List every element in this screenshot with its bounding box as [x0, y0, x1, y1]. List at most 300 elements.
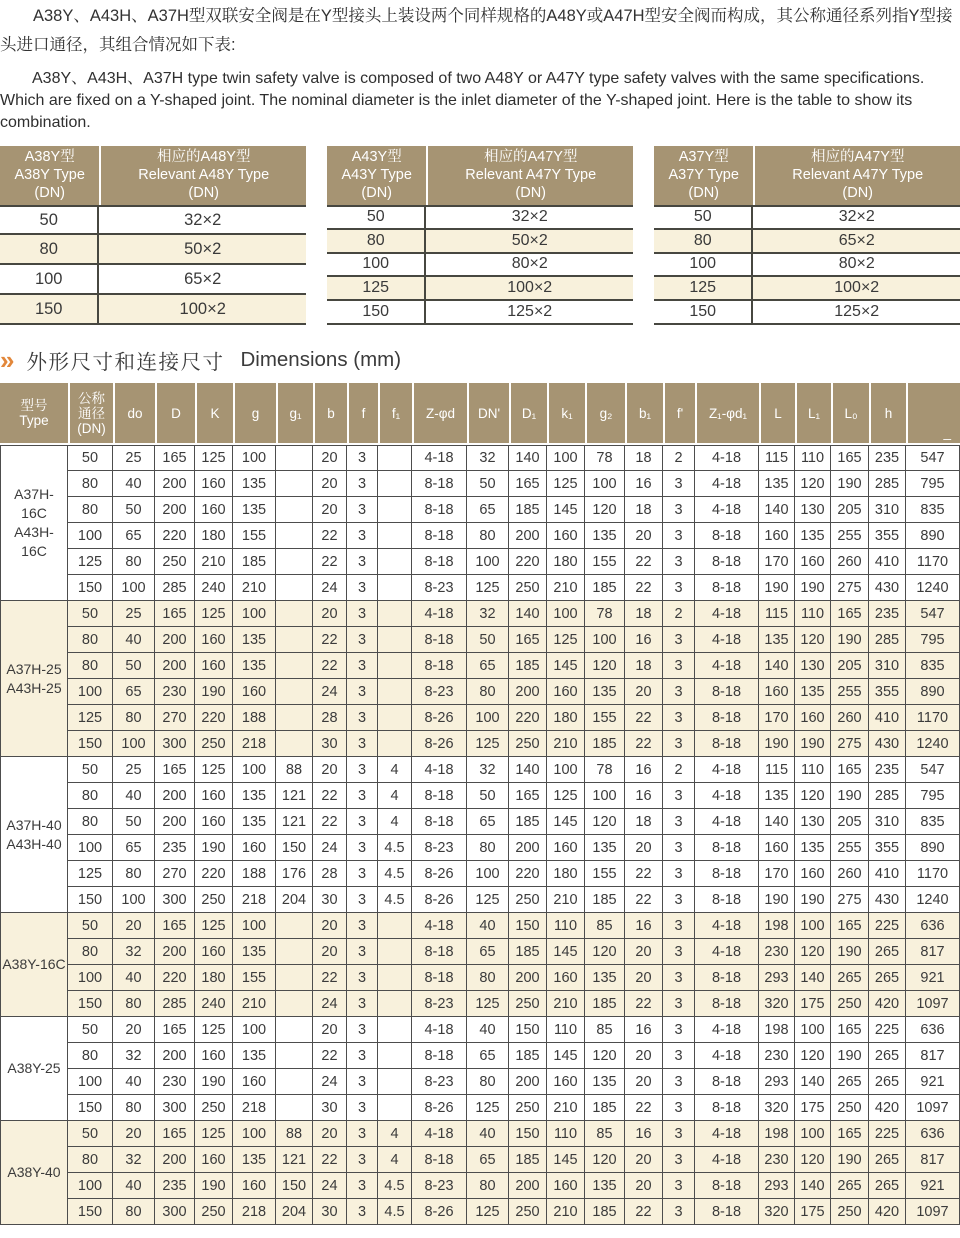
dims-cell: 3: [347, 523, 378, 549]
dims-cell: 240: [195, 575, 233, 601]
dims-cell: 100: [547, 757, 585, 783]
dims-cell: 30: [313, 887, 347, 913]
combo-relevant-cell: 65×2: [99, 265, 306, 295]
dims-cell: 150: [276, 1173, 313, 1199]
dims-cell: 190: [831, 783, 869, 809]
combo-dn-cell: 150: [327, 301, 426, 325]
dims-cell: 795: [906, 471, 960, 497]
combo-row: [0, 295, 306, 325]
dims-cell: 3: [347, 1095, 378, 1121]
dims-cell: 300: [155, 1199, 195, 1225]
dims-cell: 160: [195, 471, 233, 497]
dims-cell: 135: [233, 1147, 276, 1173]
dims-cell: 165: [831, 601, 869, 627]
dims-cell: 255: [831, 835, 869, 861]
dims-cell: 120: [585, 939, 625, 965]
dims-cell: 3: [347, 549, 378, 575]
dims-cell: 110: [795, 601, 831, 627]
dims-cell: 218: [233, 1095, 276, 1121]
combo-header-line: (DN): [188, 185, 220, 201]
dims-cell: [378, 913, 412, 939]
dims-cell: 3: [347, 1017, 378, 1043]
dims-cell: 185: [233, 549, 276, 575]
dims-cell: 8-18: [412, 783, 467, 809]
dims-cell: 22: [625, 549, 663, 575]
dims-cell: 4-18: [695, 601, 759, 627]
dims-cell: 3: [663, 1147, 695, 1173]
combo-row: [327, 230, 633, 254]
dims-cell: 160: [547, 523, 585, 549]
dims-cell: 8-26: [412, 1199, 467, 1225]
dims-cell: 140: [795, 965, 831, 991]
dims-cell: 28: [313, 861, 347, 887]
dims-cell: 50: [68, 757, 113, 783]
dims-cell: 170: [759, 705, 795, 731]
dims-header-line: 型号: [20, 398, 48, 413]
dims-cell: 4-18: [695, 1147, 759, 1173]
dims-cell: 16: [625, 757, 663, 783]
dims-cell: 30: [313, 731, 347, 757]
dims-cell: 230: [155, 1069, 195, 1095]
dims-cell: 80: [68, 939, 113, 965]
dims-cell: 8-18: [412, 497, 467, 523]
combo-header-relevant: [426, 146, 633, 205]
dims-cell: 150: [509, 913, 547, 939]
dims-cell: 636: [906, 1017, 960, 1043]
dims-header-line: do: [127, 405, 143, 421]
dims-cell: 20: [113, 1121, 155, 1147]
dims-cell: 145: [547, 653, 585, 679]
dims-cell: 204: [276, 887, 313, 913]
combo-header-relevant: [753, 146, 960, 205]
dims-cell: 3: [663, 835, 695, 861]
dims-cell: 22: [625, 731, 663, 757]
dims-header-cell: [378, 383, 412, 445]
dims-cell: [276, 731, 313, 757]
dims-header-line: Type: [19, 413, 49, 428]
dims-cell: [378, 445, 412, 471]
dims-cell: 200: [509, 679, 547, 705]
dims-cell: 190: [759, 731, 795, 757]
dims-cell: 8-23: [412, 1173, 467, 1199]
combo-row: [0, 205, 306, 235]
dims-cell: 218: [233, 887, 276, 913]
dims-cell: 3: [663, 939, 695, 965]
dims-row: [0, 991, 960, 1017]
dims-cell: 24: [313, 991, 347, 1017]
dims-cell: 3: [663, 471, 695, 497]
dims-header-line: 通径: [78, 405, 105, 421]
dims-header-cell: [347, 383, 378, 445]
dims-cell: 160: [233, 1069, 276, 1095]
dims-cell: 120: [585, 1147, 625, 1173]
combo-row: [654, 277, 960, 301]
dims-row: [0, 835, 960, 861]
dims-cell: 225: [869, 1017, 906, 1043]
dims-cell: 190: [759, 887, 795, 913]
dims-cell: 135: [585, 523, 625, 549]
dims-cell: [378, 497, 412, 523]
dims-cell: 110: [547, 1017, 585, 1043]
dims-cell: 3: [663, 653, 695, 679]
dims-cell: 100: [233, 1017, 276, 1043]
dims-cell: 3: [663, 679, 695, 705]
dims-cell: 40: [467, 1017, 509, 1043]
dims-cell: 100: [547, 601, 585, 627]
dims-cell: 835: [906, 653, 960, 679]
dims-cell: 135: [795, 835, 831, 861]
dims-cell: 40: [113, 471, 155, 497]
dims-cell: 50: [113, 809, 155, 835]
dims-cell: 165: [831, 445, 869, 471]
dims-cell: 1170: [906, 705, 960, 731]
dims-cell: 3: [663, 1095, 695, 1121]
dims-cell: 185: [509, 939, 547, 965]
combo-dn-cell: 80: [0, 235, 99, 265]
dims-cell: 270: [155, 861, 195, 887]
dims-cell: 547: [906, 757, 960, 783]
dims-row: [0, 471, 960, 497]
dims-cell: 165: [509, 627, 547, 653]
dims-cell: 135: [795, 679, 831, 705]
dims-cell: 3: [347, 913, 378, 939]
dims-cell: 410: [869, 861, 906, 887]
combo-row: [327, 205, 633, 230]
dims-cell: 3: [347, 679, 378, 705]
dims-cell: 120: [585, 653, 625, 679]
dims-row: [0, 913, 960, 939]
dims-cell: 85: [585, 1017, 625, 1043]
dims-cell: 210: [547, 1095, 585, 1121]
dims-cell: 160: [759, 835, 795, 861]
dims-cell: 125: [68, 705, 113, 731]
dims-cell: 250: [831, 991, 869, 1017]
dims-cell: 25: [113, 445, 155, 471]
dims-cell: 165: [831, 913, 869, 939]
dims-cell: 100: [68, 1173, 113, 1199]
combo-table-a43y: [327, 146, 633, 325]
dims-cell: 100: [547, 445, 585, 471]
dims-cell: 40: [113, 965, 155, 991]
combo-dn-cell: 125: [327, 277, 426, 301]
dims-header-line: D: [171, 405, 181, 421]
dims-cell: 1170: [906, 549, 960, 575]
combo-relevant-cell: 100×2: [753, 277, 960, 301]
dims-cell: 265: [831, 1069, 869, 1095]
dims-header-line: b₁: [638, 405, 652, 421]
dims-cell: 8-18: [695, 861, 759, 887]
dims-cell: 135: [233, 497, 276, 523]
dims-cell: 3: [663, 965, 695, 991]
dims-cell: 547: [906, 601, 960, 627]
dims-cell: 125: [467, 1199, 509, 1225]
dims-cell: 80: [68, 471, 113, 497]
dims-cell: 20: [313, 497, 347, 523]
dims-cell: 125: [195, 1121, 233, 1147]
dims-cell: 110: [547, 913, 585, 939]
dims-cell: 32: [467, 445, 509, 471]
dims-cell: 2: [663, 445, 695, 471]
combo-relevant-cell: 125×2: [426, 301, 633, 325]
dims-cell: 205: [831, 653, 869, 679]
dims-cell: 50: [113, 653, 155, 679]
dims-row: [0, 939, 960, 965]
dims-cell: 190: [195, 835, 233, 861]
dims-cell: 125: [195, 601, 233, 627]
section-title-en: Dimensions (mm): [240, 348, 402, 371]
dims-cell: 24: [313, 1069, 347, 1095]
dims-cell: 190: [759, 575, 795, 601]
dims-cell: 110: [795, 757, 831, 783]
dims-cell: 175: [795, 1095, 831, 1121]
dims-cell: 180: [547, 861, 585, 887]
dims-cell: 220: [195, 705, 233, 731]
dims-cell: 120: [795, 939, 831, 965]
dims-cell: 225: [869, 1121, 906, 1147]
dims-header-line: Z₁-φd₁: [708, 405, 748, 421]
dims-cell: 125: [467, 991, 509, 1017]
dims-cell: 8-18: [695, 523, 759, 549]
dims-cell: 100: [795, 913, 831, 939]
dims-cell: 200: [155, 627, 195, 653]
dims-header-line: Z-φd: [425, 405, 455, 421]
dims-cell: 65: [467, 1043, 509, 1069]
dims-cell: 115: [759, 445, 795, 471]
dims-cell: 230: [759, 1147, 795, 1173]
dims-cell: 125: [195, 757, 233, 783]
dims-header-line: K: [210, 405, 220, 421]
dims-header-cell: [869, 383, 906, 445]
dims-cell: 3: [347, 861, 378, 887]
dims-cell: 20: [313, 445, 347, 471]
dims-cell: 100: [113, 887, 155, 913]
dims-header-line: f': [676, 405, 684, 421]
dims-cell: 185: [509, 497, 547, 523]
dims-cell: 8-26: [412, 861, 467, 887]
dims-row: [0, 627, 960, 653]
dims-cell: 8-18: [695, 731, 759, 757]
dims-cell: 160: [795, 549, 831, 575]
dims-cell: [378, 627, 412, 653]
dims-row: [0, 523, 960, 549]
dims-cell: 20: [113, 1017, 155, 1043]
intro-paragraph-zh: A38Y、A43H、A37H型双联安全阀是在Y型接头上装设两个同样规格的A48Y或A47H型安全阀而构成，其公称通径系列指Y型接头进口通径，其组合情况如下表:: [0, 7, 953, 54]
dims-cell: [276, 653, 313, 679]
dims-cell: [378, 549, 412, 575]
dims-cell: 4.5: [378, 1173, 412, 1199]
dims-cell: 160: [195, 653, 233, 679]
dims-cell: 100: [233, 445, 276, 471]
dims-cell: 835: [906, 809, 960, 835]
dims-cell: 890: [906, 835, 960, 861]
dims-cell: 355: [869, 835, 906, 861]
dims-cell: 4-18: [695, 627, 759, 653]
dims-cell: 3: [663, 913, 695, 939]
dims-cell: 3: [347, 757, 378, 783]
dims-cell: 85: [585, 1121, 625, 1147]
dims-cell: 20: [313, 939, 347, 965]
dims-cell: 4-18: [412, 1017, 467, 1043]
dims-header-cell: [663, 383, 695, 445]
dims-cell: 135: [585, 965, 625, 991]
dims-cell: 135: [233, 1043, 276, 1069]
dims-cell: 185: [509, 1147, 547, 1173]
dims-cell: 190: [795, 731, 831, 757]
dims-cell: 1240: [906, 731, 960, 757]
dims-cell: 135: [233, 627, 276, 653]
dims-cell: [276, 627, 313, 653]
dims-cell: 3: [347, 731, 378, 757]
dims-cell: 817: [906, 939, 960, 965]
dims-cell: 22: [313, 965, 347, 991]
dims-cell: 100: [68, 835, 113, 861]
combo-dn-cell: 50: [654, 205, 753, 230]
type-cell: A37H-25 A43H-25: [0, 601, 68, 757]
dims-cell: 165: [155, 913, 195, 939]
dims-cell: [276, 471, 313, 497]
combo-relevant-cell: 100×2: [99, 295, 306, 325]
dims-cell: [378, 523, 412, 549]
dims-cell: 250: [509, 575, 547, 601]
dims-cell: 8-23: [412, 679, 467, 705]
dims-cell: 3: [347, 1147, 378, 1173]
dims-row: [0, 731, 960, 757]
dims-cell: 3: [663, 861, 695, 887]
dims-cell: 150: [68, 731, 113, 757]
combo-relevant-cell: 32×2: [753, 205, 960, 230]
dims-cell: 3: [663, 991, 695, 1017]
dims-cell: 155: [233, 523, 276, 549]
dims-cell: [378, 575, 412, 601]
dims-cell: 4-18: [412, 913, 467, 939]
combo-header-line: A37Y型: [678, 149, 729, 165]
dims-cell: [378, 679, 412, 705]
dims-cell: 50: [467, 627, 509, 653]
dims-cell: 78: [585, 445, 625, 471]
dims-header-cell: [113, 383, 155, 445]
dims-cell: 140: [509, 601, 547, 627]
dims-cell: 8-23: [412, 575, 467, 601]
dims-cell: 160: [547, 835, 585, 861]
dims-cell: [276, 913, 313, 939]
dims-cell: 135: [585, 1069, 625, 1095]
dims-cell: 310: [869, 653, 906, 679]
dims-cell: 3: [347, 497, 378, 523]
combo-dn-cell: 150: [654, 301, 753, 325]
dims-cell: 310: [869, 809, 906, 835]
dims-cell: 145: [547, 809, 585, 835]
combination-tables-row: [0, 146, 960, 325]
dims-cell: 145: [547, 497, 585, 523]
dims-cell: 3: [663, 783, 695, 809]
dims-cell: 78: [585, 757, 625, 783]
dims-cell: 250: [195, 1095, 233, 1121]
dims-cell: [378, 939, 412, 965]
dims-cell: 150: [509, 1121, 547, 1147]
dims-cell: 4-18: [412, 1121, 467, 1147]
dims-cell: 185: [585, 731, 625, 757]
dims-cell: 3: [347, 835, 378, 861]
dims-cell: 165: [831, 757, 869, 783]
combo-header-line: A43Y Type: [341, 167, 412, 183]
dims-cell: 80: [113, 1199, 155, 1225]
dims-cell: 636: [906, 913, 960, 939]
dims-row: [0, 1017, 960, 1043]
dims-cell: 235: [869, 757, 906, 783]
dims-cell: 185: [585, 1199, 625, 1225]
dims-cell: 185: [509, 653, 547, 679]
dims-cell: [378, 653, 412, 679]
dims-cell: 8-18: [412, 523, 467, 549]
dims-cell: 16: [625, 471, 663, 497]
dims-cell: 120: [795, 783, 831, 809]
dims-cell: 190: [795, 887, 831, 913]
dims-cell: 255: [831, 523, 869, 549]
dims-cell: 165: [155, 445, 195, 471]
dims-cell: 100: [585, 471, 625, 497]
dims-cell: 3: [347, 939, 378, 965]
dims-cell: 140: [759, 809, 795, 835]
dims-cell: 8-18: [695, 991, 759, 1017]
dims-cell: 180: [547, 549, 585, 575]
dims-header-line: h: [884, 405, 893, 421]
dims-cell: 3: [347, 575, 378, 601]
dims-cell: [276, 523, 313, 549]
dims-cell: 250: [509, 1199, 547, 1225]
dims-cell: 65: [113, 835, 155, 861]
dims-cell: 250: [831, 1199, 869, 1225]
dims-cell: 20: [313, 757, 347, 783]
dims-row: [0, 653, 960, 679]
dims-cell: 22: [313, 783, 347, 809]
dims-cell: [276, 939, 313, 965]
dims-cell: 8-18: [412, 1043, 467, 1069]
dims-cell: 170: [759, 549, 795, 575]
dims-header-cell: [467, 383, 509, 445]
dims-cell: 320: [759, 1199, 795, 1225]
combo-header-line: Relevant A48Y Type: [138, 167, 270, 183]
combo-dn-cell: 100: [327, 254, 426, 278]
dims-row: [0, 1069, 960, 1095]
dims-cell: [276, 679, 313, 705]
dims-cell: 28: [313, 705, 347, 731]
dims-cell: 18: [625, 809, 663, 835]
dims-row: [0, 1121, 960, 1147]
dims-cell: 8-18: [412, 627, 467, 653]
dims-cell: 4.5: [378, 861, 412, 887]
dims-cell: 204: [276, 1199, 313, 1225]
dims-cell: 200: [155, 471, 195, 497]
combo-header-line: Relevant A47Y Type: [792, 167, 924, 183]
combo-header-line: (DN): [842, 185, 874, 201]
dims-cell: 120: [585, 1043, 625, 1069]
dims-cell: 80: [68, 1147, 113, 1173]
dims-cell: 145: [547, 1043, 585, 1069]
combo-header-line: (DN): [34, 185, 66, 201]
combo-dn-cell: 100: [654, 254, 753, 278]
dims-cell: [276, 1069, 313, 1095]
dims-cell: 300: [155, 1095, 195, 1121]
dims-cell: 190: [831, 627, 869, 653]
dims-cell: 165: [831, 1017, 869, 1043]
dims-cell: 20: [113, 913, 155, 939]
combo-relevant-cell: 65×2: [753, 230, 960, 254]
combo-header-relevant: [99, 146, 306, 205]
dims-cell: 24: [313, 1173, 347, 1199]
dims-cell: 100: [233, 1121, 276, 1147]
dims-cell: 3: [347, 653, 378, 679]
dims-cell: 40: [113, 783, 155, 809]
